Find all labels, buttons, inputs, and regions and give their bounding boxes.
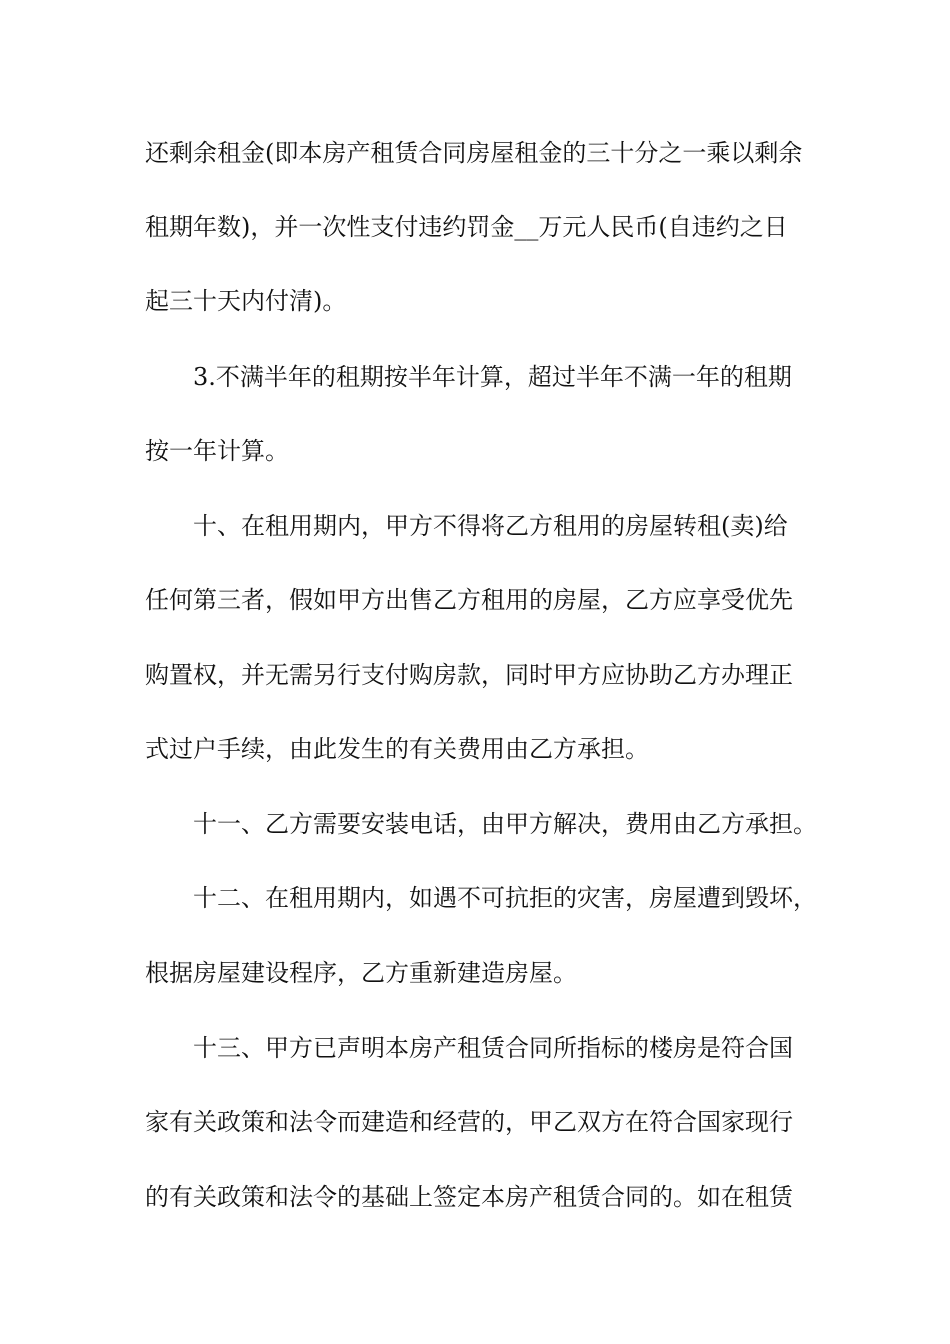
text-line: 按一年计算。 <box>145 437 289 465</box>
text-line: 的有关政策和法令的基础上签定本房产租赁合同的。如在租赁 <box>145 1183 793 1211</box>
text-line: 式过户手续，由此发生的有关费用由乙方承担。 <box>145 735 649 763</box>
paragraph-first-line: 十二、在租用期内，如遇不可抗拒的灾害，房屋遭到毁坏， <box>193 884 817 912</box>
text-line: 购置权，并无需另行支付购房款，同时甲方应协助乙方办理正 <box>145 661 793 689</box>
paragraph-first-line: 十、在租用期内，甲方不得将乙方租用的房屋转租(卖)给 <box>193 512 788 540</box>
paragraph-first-line: 十一、乙方需要安装电话，由甲方解决，费用由乙方承担。 <box>193 810 817 838</box>
text-line: 任何第三者，假如甲方出售乙方租用的房屋，乙方应享受优先 <box>145 586 793 614</box>
text-line: 起三十天内付清)。 <box>145 287 347 315</box>
text-line: 还剩余租金(即本房产租赁合同房屋租金的三十分之一乘以剩余 <box>145 139 803 167</box>
text-line: 家有关政策和法令而建造和经营的，甲乙双方在符合国家现行 <box>145 1108 793 1136</box>
paragraph-first-line: 十三、甲方已声明本房产租赁合同所指标的楼房是符合国 <box>193 1034 793 1062</box>
text-line: 租期年数)，并一次性支付违约罚金__万元人民币(自违约之日 <box>145 213 788 241</box>
paragraph-first-line: 3.不满半年的租期按半年计算，超过半年不满一年的租期 <box>193 363 792 391</box>
text-line: 根据房屋建设程序，乙方重新建造房屋。 <box>145 959 577 987</box>
